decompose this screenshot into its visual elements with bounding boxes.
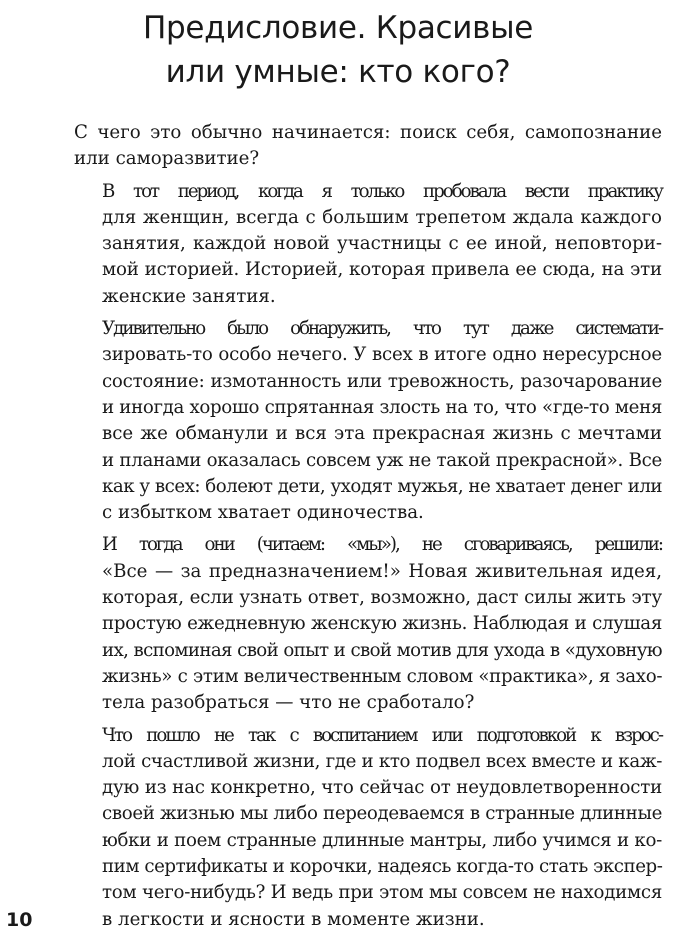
text-line: Что пошло не так с воспитанием или подготовкой к взрос- <box>102 724 662 746</box>
text-line: с избытком хватает одиночества. <box>102 502 424 524</box>
page-number: 10 <box>6 909 33 931</box>
text-line: лой счастливой жизни, где и кто подвел всех вместе и каж- <box>102 750 662 772</box>
text-line: И тогда они (читаем: «мы»), не сговариваясь, решили: <box>102 534 662 556</box>
text-line: и планами оказалась совсем уж не такой прекрасной». Все <box>102 449 662 471</box>
chapter-title-line-2: или умные: кто кого? <box>165 54 511 90</box>
text-line: занятия, каждой новой участницы с ее иной, неповтори- <box>102 233 662 255</box>
text-line: и иногда хорошо спрятанная злость на то, что «где-то меня <box>102 396 662 418</box>
text-line: состояние: измотанность или тревожность, разочарование <box>102 370 662 392</box>
text-line: С чего это обычно начинается: поиск себя, самопознание <box>74 122 662 143</box>
text-line: мой историей. Историей, которая привела ее сюда, на эти <box>102 259 662 281</box>
text-line: юбки и поем странные длинные мантры, либо учимся и ко- <box>102 829 662 851</box>
text-line: дую из нас конкретно, что сейчас от неудовлетворенности <box>102 777 662 799</box>
text-line: или саморазвитие? <box>74 148 260 170</box>
text-line: для женщин, всегда с большим трепетом ждала каждого <box>102 206 662 228</box>
paragraph-1 <box>74 120 662 173</box>
text-line: пим сертификаты и корочки, надеясь когда-то стать экспер- <box>102 856 663 878</box>
paragraph-4 <box>74 532 662 716</box>
text-line: простую ежедневную женскую жизнь. Наблюдая и слушая <box>102 613 662 635</box>
text-line: женские занятия. <box>102 285 276 307</box>
chapter-title-line-1: Предисловие. Красивые <box>142 10 534 46</box>
text-line: все же обманули и вся эта прекрасная жизнь с мечтами <box>102 423 662 445</box>
paragraph-5 <box>74 723 662 933</box>
text-line: которая, если узнать ответ, возможно, даст силы жить эту <box>102 587 662 609</box>
text-line: Удивительно было обнаружить, что тут даже системати- <box>102 318 662 340</box>
text-line: том чего-нибудь? И ведь при этом мы совсем не находимся <box>102 882 663 904</box>
text-line: жизнь» с этим величественным словом «практика», я захо- <box>102 665 663 687</box>
chapter-title <box>60 6 616 94</box>
text-line: их, вспоминая свой опыт и свой мотив для ухода в «духовную <box>102 639 662 661</box>
text-line: тела разобраться — что не сработало? <box>102 692 475 714</box>
text-line: «Все — за предназначением!» Новая живительная идея, <box>102 560 662 582</box>
paragraph-3 <box>74 316 662 526</box>
text-line: своей жизнью мы либо переодеваемся в странные длинные <box>102 803 662 825</box>
body-text <box>74 120 662 939</box>
text-line: В тот период, когда я только пробовала вести практику <box>102 180 662 202</box>
text-line: как у всех: болеют дети, уходят мужья, не хватает денег или <box>102 475 662 497</box>
text-line: зировать-то особо нечего. У всех в итоге одно нересурсное <box>102 344 662 366</box>
paragraph-2 <box>74 179 662 310</box>
text-line: в легкости и ясности в моменте жизни. <box>102 908 485 930</box>
